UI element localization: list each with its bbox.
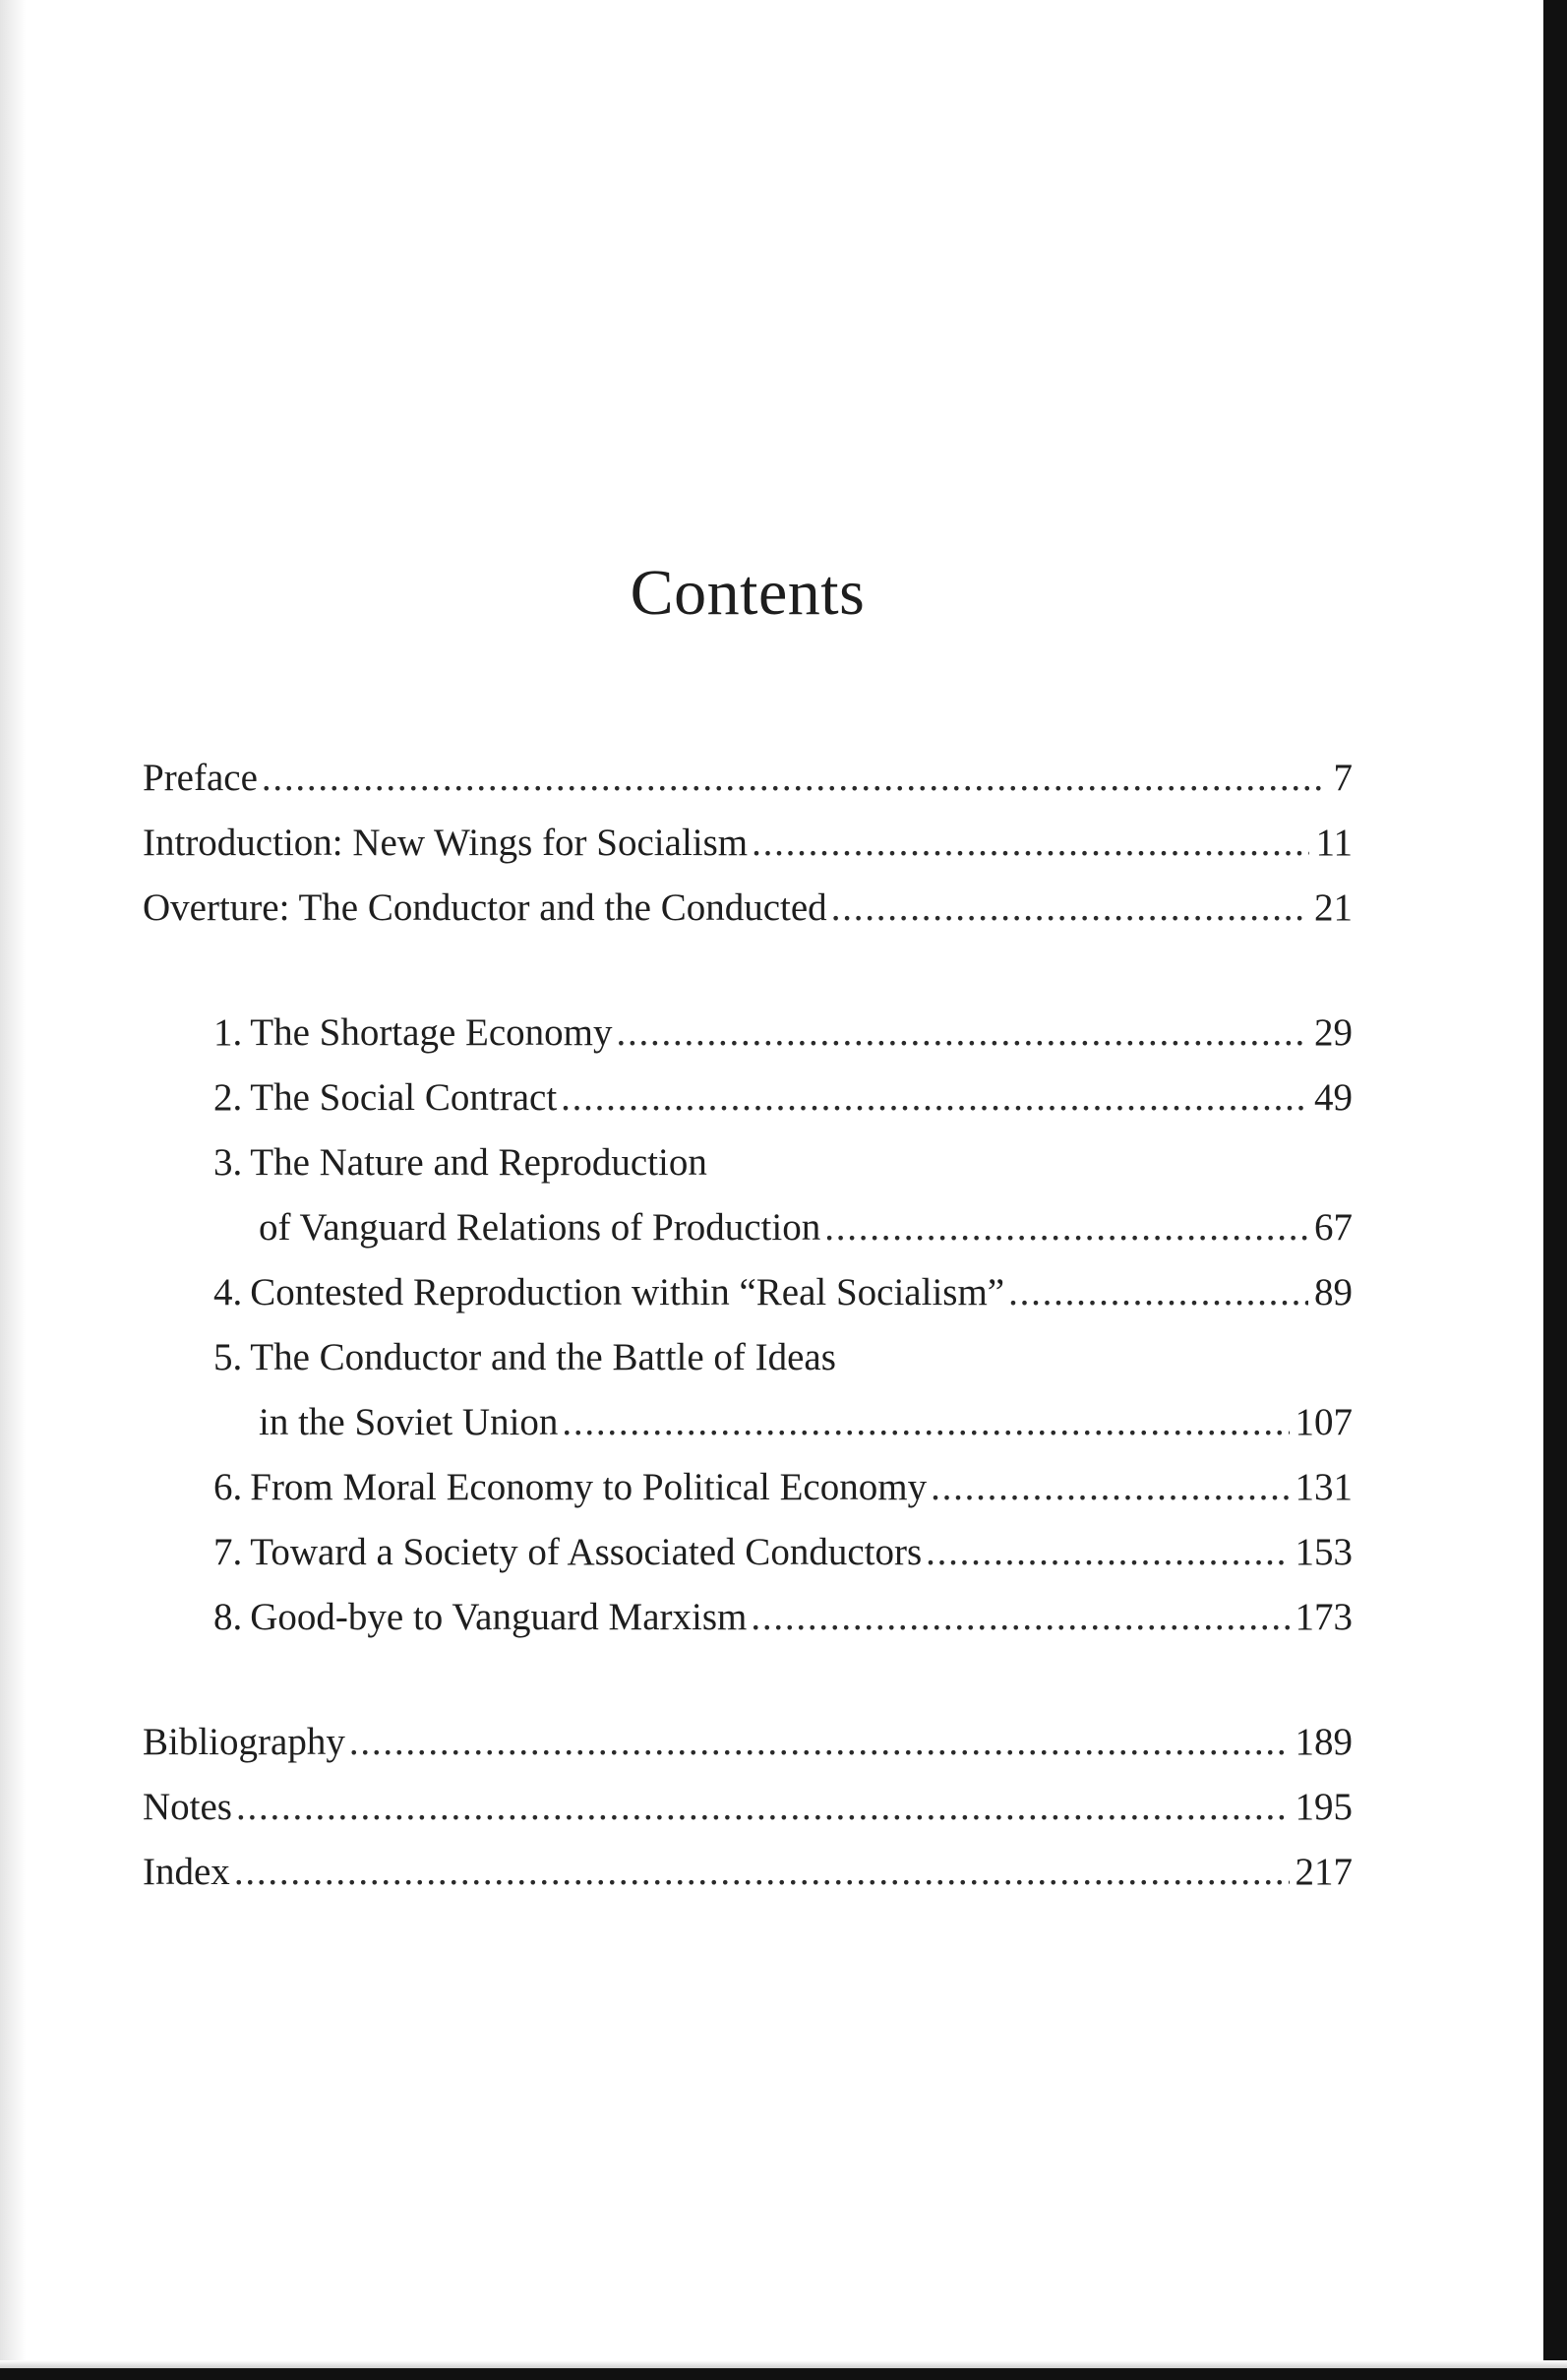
toc-entry-bibliography[interactable] xyxy=(143,1710,1353,1775)
toc-entry-page-number: 49 xyxy=(1314,1076,1353,1119)
toc-entry-label: Contested Reproduction within “Real Socialism” xyxy=(250,1271,1005,1313)
dot-leader xyxy=(926,1520,1289,1585)
toc-entry-label-continuation: in the Soviet Union xyxy=(259,1401,559,1443)
toc-entry-page-number: 153 xyxy=(1295,1531,1353,1573)
toc-entry-label: Introduction: New Wings for Socialism xyxy=(143,822,749,864)
toc-entry-page-number: 89 xyxy=(1314,1271,1353,1313)
toc-entry-label: The Shortage Economy xyxy=(250,1011,613,1054)
dot-leader xyxy=(824,1195,1308,1260)
toc-entry-label: From Moral Economy to Political Economy xyxy=(250,1466,928,1508)
dot-leader xyxy=(262,746,1323,811)
toc-entry-chapter-6[interactable] xyxy=(143,1455,1353,1520)
toc-entry-index[interactable] xyxy=(143,1840,1353,1905)
toc-entry-overture[interactable] xyxy=(143,876,1353,941)
chapter-number: 4. xyxy=(213,1271,243,1313)
chapter-number: 1. xyxy=(213,1011,243,1054)
dot-leader xyxy=(751,1585,1289,1650)
toc-entry-page-number: 195 xyxy=(1295,1786,1353,1828)
dot-leader xyxy=(831,876,1308,941)
page-bottom-edge xyxy=(0,2368,1567,2380)
page-bottom-shadow xyxy=(0,2360,1567,2368)
toc-entry-page-number: 131 xyxy=(1295,1466,1353,1508)
toc-entry-page-number: 217 xyxy=(1295,1851,1353,1893)
toc-entry-page-number: 173 xyxy=(1295,1596,1353,1638)
toc-entry-label-continuation: of Vanguard Relations of Production xyxy=(259,1206,821,1249)
chapter-number: 2. xyxy=(213,1076,243,1119)
toc-entry-introduction[interactable] xyxy=(143,811,1353,876)
dot-leader xyxy=(616,1001,1308,1066)
page-left-edge-shadow xyxy=(0,0,26,2380)
dot-leader xyxy=(234,1840,1290,1905)
front-matter-list xyxy=(143,746,1353,941)
toc-entry-label: The Conductor and the Battle of Ideas xyxy=(250,1336,836,1378)
toc-entry-chapter-8[interactable] xyxy=(143,1585,1353,1650)
toc-entry-page-number: 67 xyxy=(1314,1206,1353,1249)
toc-entry-notes[interactable] xyxy=(143,1775,1353,1840)
dot-leader xyxy=(562,1390,1289,1455)
table-of-contents xyxy=(143,746,1353,1905)
page-right-edge xyxy=(1543,0,1567,2380)
toc-entry-page-number: 107 xyxy=(1295,1401,1353,1443)
dot-leader xyxy=(561,1066,1308,1130)
toc-entry-chapter-3[interactable] xyxy=(143,1130,1353,1195)
toc-entry-chapter-1[interactable] xyxy=(143,1001,1353,1066)
toc-entry-label: Toward a Society of Associated Conductors xyxy=(250,1531,923,1573)
toc-entry-label: Index xyxy=(143,1851,230,1893)
toc-entry-label: Overture: The Conductor and the Conducted xyxy=(143,886,827,929)
toc-entry-page-number: 7 xyxy=(1333,757,1353,799)
toc-entry-label: Bibliography xyxy=(143,1721,345,1763)
toc-entry-page-number: 11 xyxy=(1315,822,1353,864)
toc-entry-chapter-5[interactable] xyxy=(143,1325,1353,1390)
dot-leader xyxy=(752,811,1309,876)
toc-entry-chapter-3-continuation[interactable] xyxy=(143,1195,1353,1260)
dot-leader xyxy=(1008,1260,1308,1325)
chapter-number: 3. xyxy=(213,1141,243,1184)
toc-entry-label: Preface xyxy=(143,757,258,799)
back-matter-list xyxy=(143,1710,1353,1905)
toc-entry-label: The Social Contract xyxy=(250,1076,558,1119)
toc-entry-preface[interactable] xyxy=(143,746,1353,811)
toc-entry-chapter-7[interactable] xyxy=(143,1520,1353,1585)
chapter-number: 7. xyxy=(213,1531,243,1573)
toc-entry-label: The Nature and Reproduction xyxy=(250,1141,707,1184)
toc-entry-label: Good-bye to Vanguard Marxism xyxy=(250,1596,748,1638)
toc-entry-chapter-2[interactable] xyxy=(143,1066,1353,1130)
toc-entry-chapter-5-continuation[interactable] xyxy=(143,1390,1353,1455)
toc-entry-page-number: 189 xyxy=(1295,1721,1353,1763)
toc-entry-page-number: 21 xyxy=(1314,886,1353,929)
chapter-number: 5. xyxy=(213,1336,243,1378)
dot-leader xyxy=(236,1775,1290,1840)
chapter-number: 8. xyxy=(213,1596,243,1638)
chapter-list xyxy=(143,1001,1353,1650)
chapter-number: 6. xyxy=(213,1466,243,1508)
dot-leader xyxy=(931,1455,1289,1520)
toc-entry-page-number: 29 xyxy=(1314,1011,1353,1054)
toc-entry-label: Notes xyxy=(143,1786,232,1828)
dot-leader xyxy=(349,1710,1290,1775)
page-title: Contents xyxy=(630,557,866,629)
toc-entry-chapter-4[interactable] xyxy=(143,1260,1353,1325)
